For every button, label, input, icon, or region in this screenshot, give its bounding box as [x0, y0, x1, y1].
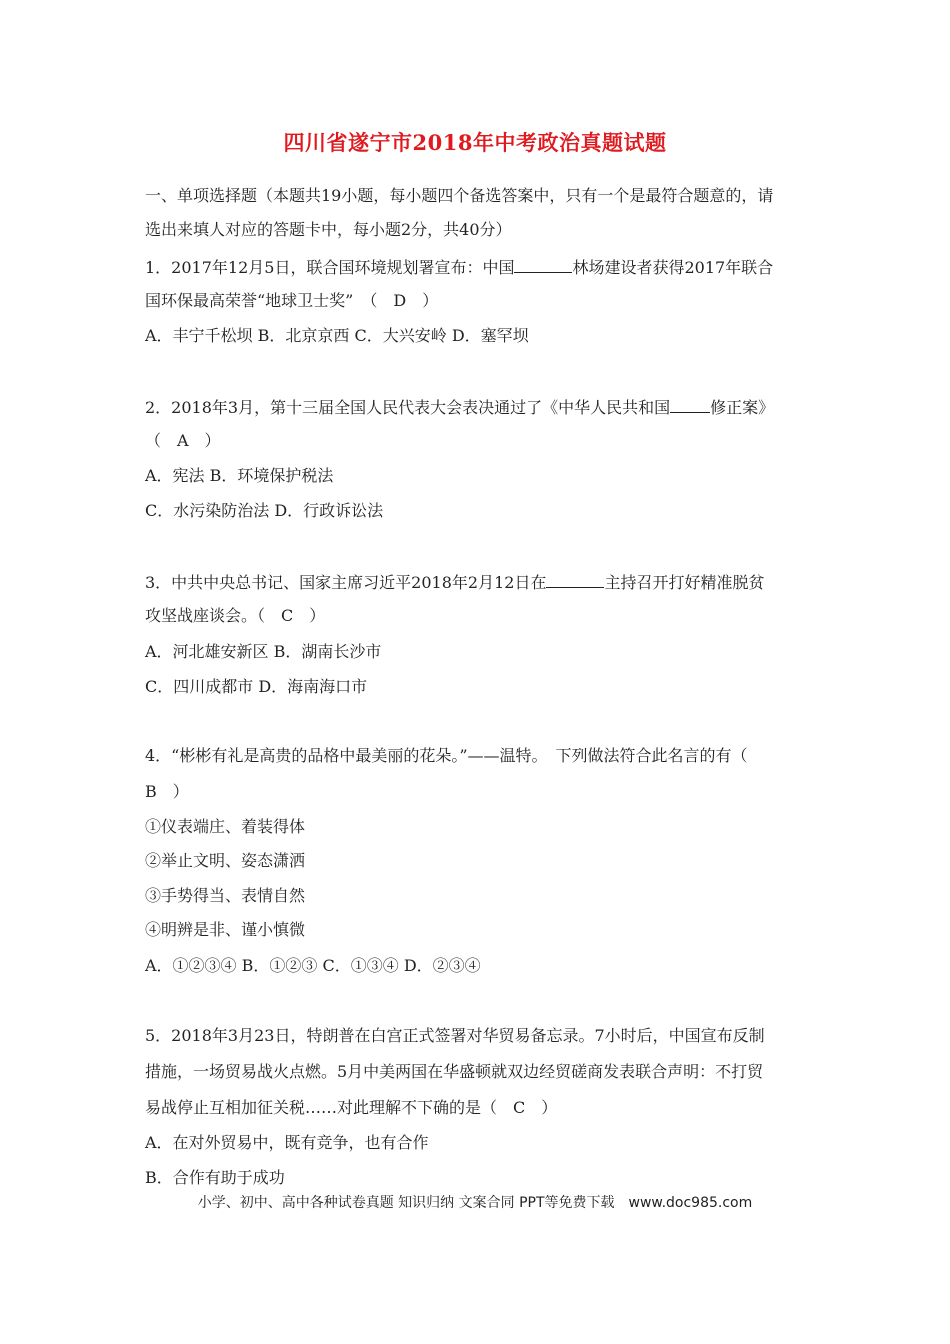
question-4-item4: ④明辨是非、谨小慎微 — [145, 920, 306, 939]
question-2-line2: （ A ） — [145, 431, 221, 450]
question-5-line2: 措施，一场贸易战火点燃。5月中美两国在华盛顿就双边经贸磋商发表联合声明：不打贸 — [145, 1062, 764, 1081]
question-1-line2: 国环保最高荣誉“地球卫士奖” （ D ） — [145, 291, 439, 310]
question-5-option-b: B．合作有助于成功 — [145, 1168, 285, 1187]
page-title: 四川省遂宁市2018年中考政治真题试题 — [283, 130, 667, 155]
question-2-options1: A．宪法 B．环境保护税法 — [145, 466, 334, 485]
question-5-option-a: A．在对外贸易中，既有竞争，也有合作 — [145, 1133, 429, 1152]
question-2-text-a: 2．2018年3月，第十三届全国人民代表大会表决通过了《中华人民共和国 — [145, 398, 671, 417]
question-4-item3: ③手势得当、表情自然 — [145, 886, 306, 905]
answer-blank — [514, 256, 572, 273]
page-footer: 小学、初中、高中各种试卷真题 知识归纳 文案合同 PPT等免费下载 www.doc985.com — [197, 1195, 753, 1211]
question-3-text-a: 3．中共中央总书记、国家主席习近平2018年2月12日在 — [145, 573, 547, 592]
question-4-line1: 4．“彬彬有礼是高贵的品格中最美丽的花朵。”——温特。 下列做法符合此名言的有（ — [145, 746, 748, 765]
question-3-options2: C．四川成都市 D．海南海口市 — [145, 677, 368, 696]
question-5-line1: 5．2018年3月23日，特朗普在白宫正式签署对华贸易备忘录。7小时后，中国宣布反制 — [145, 1026, 765, 1045]
question-3-options1: A．河北雄安新区 B．湖南长沙市 — [145, 642, 382, 661]
question-4-options: A．①②③④ B．①②③ C．①③④ D．②③④ — [145, 956, 481, 975]
question-3-line1 — [145, 571, 815, 593]
question-2-options2: C．水污染防治法 D．行政诉讼法 — [145, 501, 384, 520]
answer-blank — [670, 396, 710, 413]
question-4-line2: B ） — [145, 782, 189, 801]
question-3-text-b: 主持召开打好精准脱贫 — [604, 573, 765, 592]
question-1-text-b: 林场建设者获得2017年联合 — [572, 258, 774, 277]
question-1-options: A．丰宁千松坝 B．北京京西 C．大兴安岭 D．塞罕坝 — [145, 326, 529, 345]
question-1-line1 — [145, 256, 815, 278]
question-4-item1: ①仪表端庄、着装得体 — [145, 817, 306, 836]
question-1-text-a: 1．2017年12月5日，联合国环境规划署宣布：中国 — [145, 258, 515, 277]
question-4-item2: ②举止文明、姿态潇洒 — [145, 851, 306, 870]
section-instructions-line1: 一、单项选择题（本题共19小题，每小题四个备选答案中，只有一个是最符合题意的，请 — [145, 186, 774, 205]
answer-blank — [546, 571, 604, 588]
question-2-text-b: 修正案》 — [710, 398, 775, 417]
question-3-line2: 攻坚战座谈会。（ C ） — [145, 606, 326, 625]
section-instructions-line2: 选出来填人对应的答题卡中，每小题2分，共40分） — [145, 220, 512, 239]
question-5-line3: 易战停止互相加征关税……对此理解不下确的是（ C ） — [145, 1098, 558, 1117]
question-2-line1 — [145, 396, 815, 418]
